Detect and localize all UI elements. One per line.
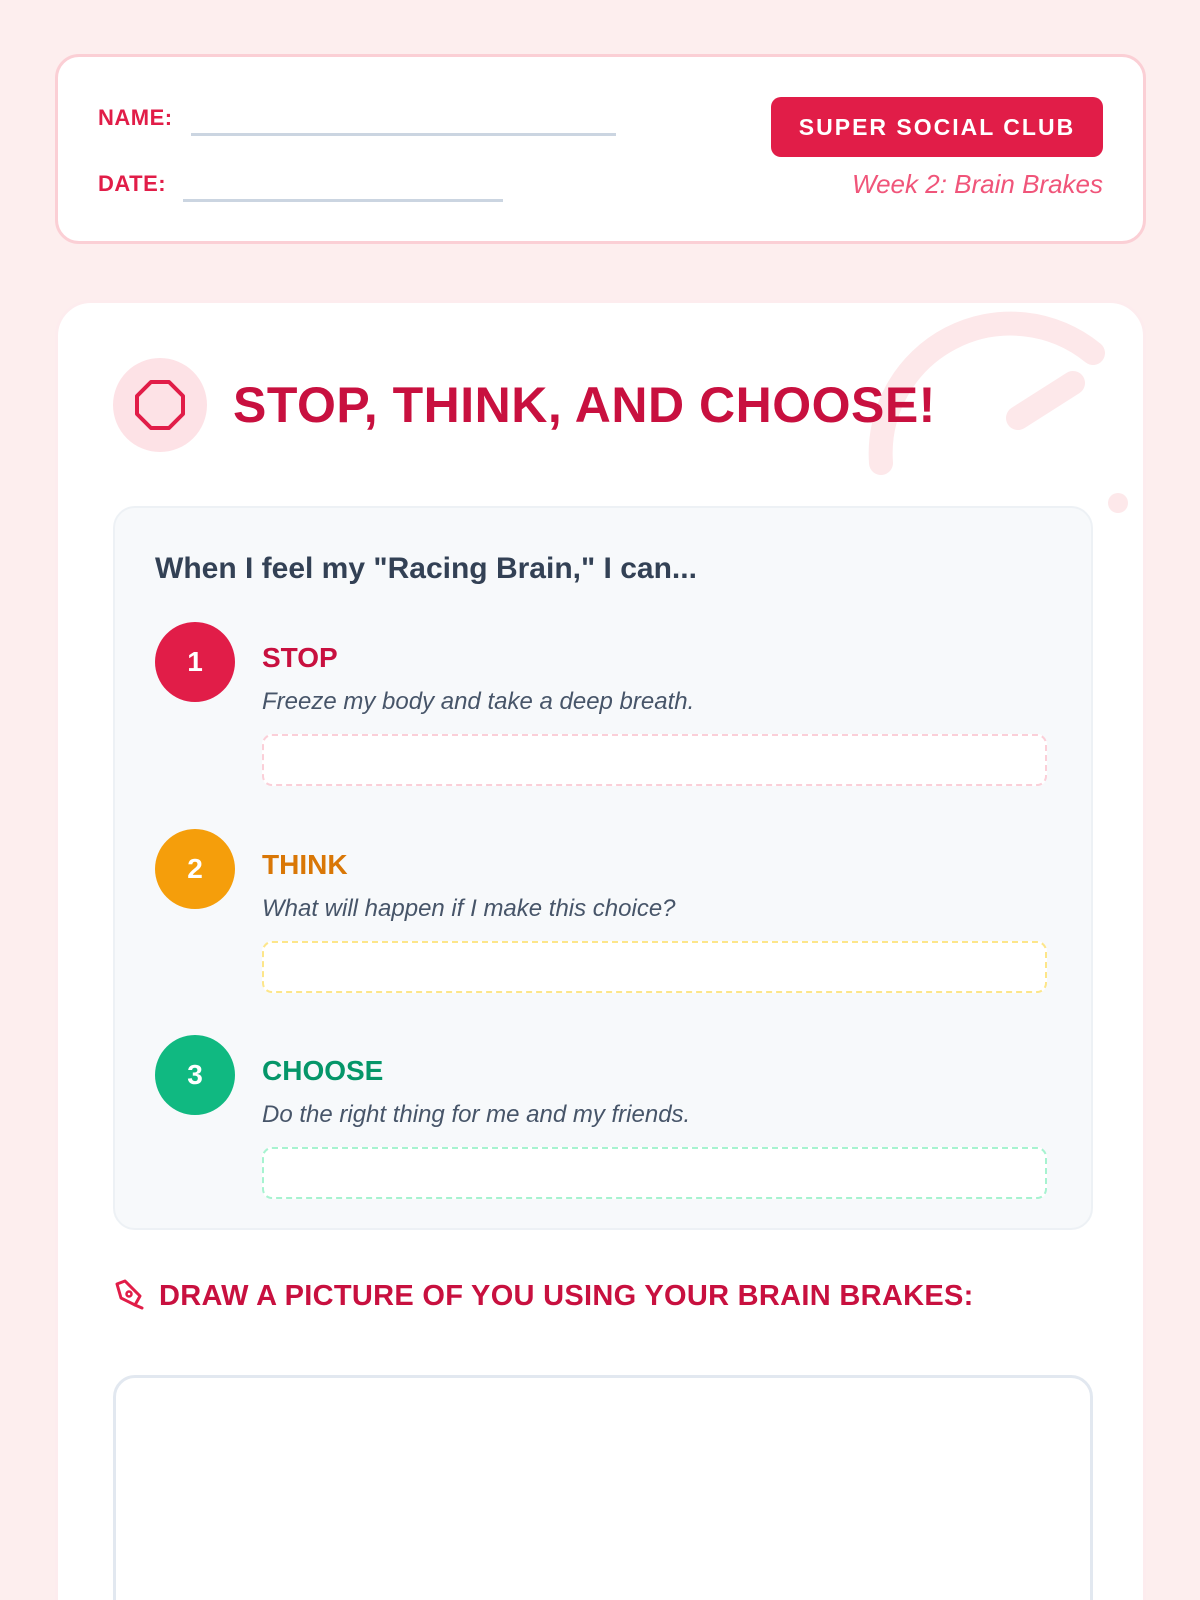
step-description: Do the right thing for me and my friends. [262, 1101, 691, 1128]
stop-octagon-icon [113, 358, 207, 452]
step-number: 1 [155, 622, 235, 702]
intro-text: When I feel my "Racing Brain," I can... [155, 552, 697, 585]
name-field[interactable] [191, 133, 616, 136]
step-choose [155, 1035, 1055, 1215]
steps-panel [113, 506, 1093, 1230]
header-card [55, 54, 1146, 244]
step-title: CHOOSE [262, 1055, 384, 1086]
step-answer-field[interactable] [262, 734, 1047, 786]
step-title: STOP [262, 642, 338, 673]
title-row [113, 358, 936, 452]
step-description: Freeze my body and take a deep breath. [262, 688, 695, 715]
drawing-area[interactable] [113, 1375, 1093, 1600]
step-answer-field[interactable] [262, 1147, 1047, 1199]
date-field[interactable] [183, 199, 503, 202]
pen-nib-icon [113, 1278, 145, 1315]
step-description: What will happen if I make this choice? [262, 895, 676, 922]
step-think [155, 829, 1055, 1009]
week-subtitle: Week 2: Brain Brakes [852, 169, 1103, 199]
step-stop [155, 622, 1055, 802]
step-number: 3 [155, 1035, 235, 1115]
draw-heading [113, 1278, 974, 1315]
step-title: THINK [262, 849, 348, 880]
name-label: NAME: [98, 105, 173, 130]
date-label: DATE: [98, 171, 167, 196]
worksheet-title: STOP, THINK, AND CHOOSE! [233, 377, 936, 433]
club-badge: SUPER SOCIAL CLUB [771, 97, 1103, 157]
main-card [55, 300, 1146, 1600]
step-answer-field[interactable] [262, 941, 1047, 993]
step-number: 2 [155, 829, 235, 909]
draw-heading-text: DRAW A PICTURE OF YOU USING YOUR BRAIN BRAKES: [159, 1280, 974, 1312]
